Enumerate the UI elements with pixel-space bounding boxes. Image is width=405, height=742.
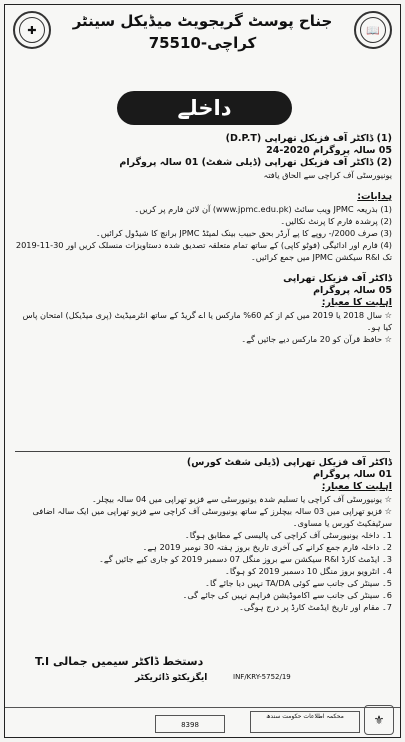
dpt-duration: 05 سالہ پروگرام (313, 285, 392, 296)
criteria-item: 2۔ داخلہ فارم جمع کرانے کی آخری تاریخ بروز ہفتہ 30 نومبر 2019 ہے۔ (142, 542, 392, 552)
program-2-title: (2) ڈاکٹر آف فزیکل تھراپی (ڈیلی شفٹ) 01 سالہ پروگرام (119, 157, 392, 168)
shift-heading: ڈاکٹر آف فزیکل تھراپی (ڈیلی شفٹ کورس) (186, 457, 392, 468)
instruction-item: (3) صرف 2000/- روپے کا پے آرڈر بحق حبیب بینک لمیٹڈ JPMC برانچ کا شیڈول کرائیں۔ (95, 228, 392, 238)
shift-criteria-heading: اہلیت کا معیار: (321, 481, 392, 492)
institution-city: کراچی-75510 (148, 34, 257, 52)
reference-number: INF/KRY-5752/19 (233, 673, 291, 681)
criteria-item: ☆ سال 2018 یا 2019 میں کم از کم 60% مارکس یا اے گریڈ کے ساتھ انٹرمیڈیٹ (پری میڈیکل) امتحان پاس کیا ہو۔ (22, 310, 392, 332)
instructions-section (15, 191, 392, 263)
criteria-item: 6۔ سینٹر کی جانب سے اکاموڈیشن فراہم نہیں کی جائے گی۔ (182, 590, 392, 600)
dpt-heading: ڈاکٹر آف فزیکل تھراپی (283, 273, 392, 284)
criteria-item: ☆ فزیو تھراپی میں 03 سالہ بیچلرز کے ساتھ یونیورسٹی آف کراچی سے فزیو تھراپی میں ایک سالہ اضافی سرٹیفکیٹ کورس یا مساوی۔ (32, 506, 392, 528)
criteria-item: 1۔ داخلہ یونیورسٹی آف کراچی کی پالیسی کے مطابق ہوگا۔ (184, 530, 392, 540)
footer (5, 707, 400, 737)
advertisement-page (4, 4, 401, 738)
instruction-item: (2) پرشدہ فارم کا پرنٹ نکالیں۔ (280, 216, 392, 226)
affiliation-text: یونیورسٹی آف کراچی سے الحاق یافتہ (263, 170, 392, 180)
shift-duration: 01 سالہ پروگرام (313, 469, 392, 480)
admissions-banner: داخلے (117, 91, 292, 125)
dpt-section (15, 273, 392, 345)
jpmc-seal-icon: ✚ (13, 11, 51, 49)
dpt-criteria-heading: اہلیت کا معیار: (321, 297, 392, 308)
instruction-item: (4) فارم اور ادائیگی (فوٹو کاپی) کے ساتھ تمام متعلقہ تصدیق شدہ دستاویزات منسلک کریں اور 30-11-2019 تک R&I سیکشن JPMC میں جمع کرائیں۔ (15, 240, 392, 262)
criteria-item: 3۔ ایڈمٹ کارڈ R&I سیکشن سے بروز منگل 07 دسمبر 2019 کو جاری کیے جائیں گے۔ (99, 554, 392, 564)
university-seal-icon: 📖 (354, 11, 392, 49)
signature-title: ایگزیکٹو ڈائریکٹر (135, 673, 208, 683)
instructions-heading: ہدایات: (357, 191, 392, 202)
sindh-emblem-icon: ⚜ (364, 705, 394, 735)
criteria-item: 5۔ سینٹر کی جانب سے کوئی TA/DA نہیں دیا جائے گا۔ (205, 578, 392, 588)
shift-section (15, 457, 392, 613)
institution-title: جناح پوسٹ گریجویٹ میڈیکل سینٹر (72, 12, 333, 30)
gov-info-box: محکمہ اطلاعات حکومت سندھ (250, 711, 360, 733)
programs-section (15, 133, 392, 181)
criteria-item: ☆ حافظ قرآن کو 20 مارکس دیے جائیں گے۔ (241, 334, 392, 344)
instruction-item: (1) بذریعہ JPMC ویب سائٹ (www.jpmc.edu.pk) آن لائن فارم پر کریں۔ (134, 204, 392, 214)
program-1-title: (1) ڈاکٹر آف فزیکل تھراپی (D.P.T) (225, 133, 392, 144)
criteria-item: 7۔ مقام اور تاریخ ایڈمٹ کارڈ پر درج ہوگی۔ (239, 602, 392, 612)
criteria-item: ☆ یونیورسٹی آف کراچی یا تسلیم شدہ یونیورسٹی سے فزیو تھراپی میں 04 سالہ بیچلر۔ (91, 494, 392, 504)
barcode-code: 8398 (155, 715, 225, 733)
criteria-item: 4۔ انٹرویو بروز منگل 10 دسمبر 2019 کو ہوگا۔ (225, 566, 392, 576)
program-1-duration: 05 سالہ پروگرام 2020-24 (266, 145, 392, 156)
signature-name: دستخط ڈاکٹر سیمیں جمالی T.I (35, 655, 204, 668)
section-divider (15, 451, 390, 452)
